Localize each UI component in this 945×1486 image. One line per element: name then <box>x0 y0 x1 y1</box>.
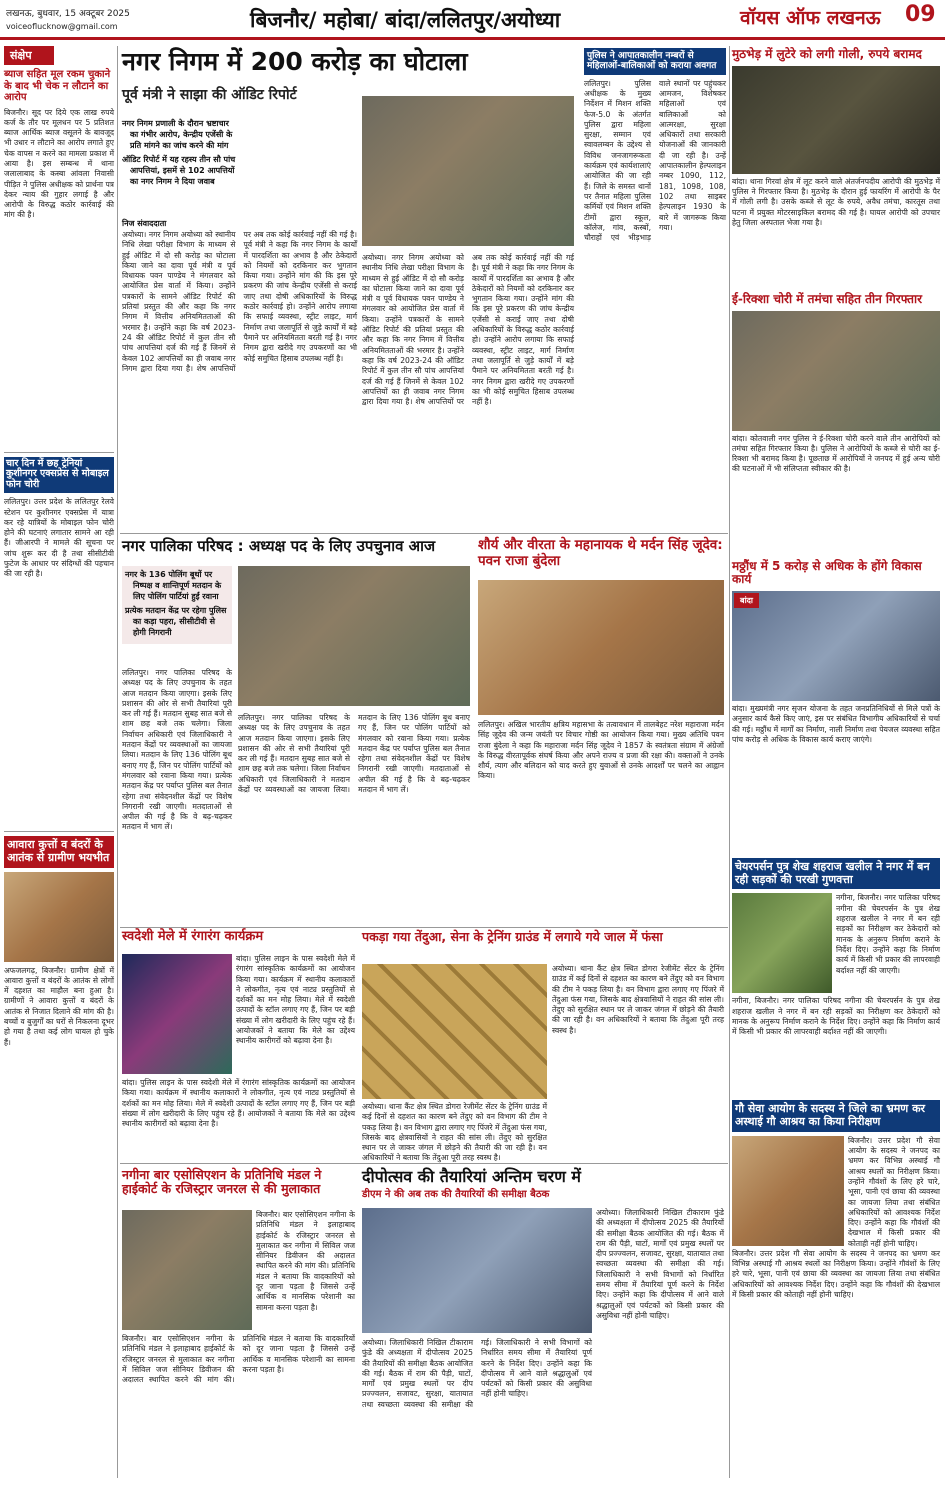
gau-headline: गौ सेवा आयोग के सदस्य ने जिले का भ्रमण कर अस्थाई गौ आश्रय का किया निरीक्षण <box>732 1100 940 1131</box>
sankshep-label: संक्षेप <box>4 46 54 65</box>
left-column <box>4 46 114 1476</box>
lead-story <box>122 48 577 528</box>
sharafat-headline: चेयरपर्सन पुत्र शेख शहराज खलील ने नगर में बन रही सड़कों की परखी गुणवत्ता <box>732 858 940 889</box>
bar-body-cont: बिजनौर। बार एसोसिएशन नगीना के प्रतिनिधि मंडल ने इलाहाबाद हाईकोर्ट के रजिस्ट्रार जनरल से मुलाकात कर नगीना में सिविल जज सीनियर डिवीजन की अदालत स्थापित करने की मांग की। प्रतिनिधि मंडल ने बताया कि वादकारियों को दूर जाना पड़ता है जिससे उन्हें आर्थिक व मानसिक परेशानी का सामना करना पड़ता है। <box>122 1334 355 1385</box>
leopard-photo <box>362 964 547 1099</box>
deepotsav-subhead: डीएम ने की अब तक की तैयारियों की समीक्षा बैठक <box>362 1189 550 1201</box>
police-body: ललितपुर। पुलिस अधीक्षक के मुख्य निर्देशन में मिशन शक्ति फेज-5.0 के अंतर्गत पुलिस द्वारा महिला सुरक्षा, सम्मान एवं स्वावलम्बन के उद्देश्य से विविध जनजागरूकता कार्यक्रम एवं कार्यशालाएं आयोजित की जा रही हैं। जिले के समस्त थानों पर तैनात महिला पुलिस कर्मियों एवं मिशन शक्ति टीमों द्वारा स्कूल, कॉलेज, गांव, कस्बों, चौराहों एवं भीड़भाड़ वाले स्थानों पर पहुंचकर आमजन, विशेषकर महिलाओं एवं बालिकाओं को आत्मरक्षा, सुरक्षा अधिकारों तथा सरकारी योजनाओं की जानकारी दी जा रही है। उन्हें आपातकालीन हेल्पलाइन नम्बर 1090, 112, 181, 1098, 108, 102 तथा साइबर हेल्पलाइन 1930 के बारे में जागरूक किया गया। <box>584 78 726 243</box>
robbery-headline: मुठभेड़ में लुटेरे को लगी गोली, रुपये बरामद <box>732 47 922 61</box>
leopard-story <box>362 929 726 1163</box>
column-rule <box>729 46 730 1478</box>
bar-story <box>122 1168 357 1478</box>
deepotsav-body: अयोध्या। जिलाधिकारी निखिल टीकाराम फुंडे की अध्यक्षता में दीपोत्सव 2025 की तैयारियों की समीक्षा बैठक आयोजित की गई। बैठक में राम की पैड़ी, घाटों, मार्गों एवं प्रमुख स्थलों पर दीप प्रज्ज्वलन, सजावट, सुरक्षा, यातायात तथा स्वच्छता व्यवस्था की समीक्षा की गई। जिलाधिकारी ने सभी विभागों को निर्धारित समय सीमा में तैयारियां पूर्ण करने के निर्देश दिए। उन्होंने कहा कि दीपोत्सव में आने वाले श्रद्धालुओं एवं पर्यटकों को किसी प्रकार की असुविधा नहीं होनी चाहिए। <box>596 1208 724 1320</box>
dogs-photo <box>4 872 114 962</box>
palika-bullet: नगर के 136 पोलिंग बूथों पर निष्पक्ष व शान्तिपूर्ण मतदान के लिए पोलिंग पार्टियां हुईं रवाना <box>125 570 222 601</box>
row-rule <box>120 927 728 928</box>
palika-body: ललितपुर। नगर पालिका परिषद के अध्यक्ष पद के लिए उपचुनाव के तहत आज मतदान किया जाएगा। इसके लिए प्रशासन की ओर से सभी तैयारियां पूरी कर ली गई हैं। मतदान सुबह सात बजे से शाम छह बजे तक चलेगा। जिला निर्वाचन अधिकारी एवं जिलाधिकारी ने मतदान केंद्रों पर व्यवस्थाओं का जायजा लिया। मतदान के लिए 136 पोलिंग बूथ बनाए गए हैं, जिन पर पोलिंग पार्टियों को मंगलवार को रवाना किया गया। प्रत्येक मतदान केंद्र पर पर्याप्त पुलिस बल तैनात रहेगा तथा संवेदनशील केंद्रों पर विशेष निगरानी रखी जाएगी। मतदाताओं से अपील की गई है कि वे बढ़-चढ़कर मतदान में भाग लें। <box>122 668 232 832</box>
gau-body-cont: बिजनौर। उत्तर प्रदेश गौ सेवा आयोग के सदस्य ने जनपद का भ्रमण कर विभिन्न अस्थाई गौ आश्रय स्थलों का निरीक्षण किया। उन्होंने गौवंशों के लिए हरे चारे, भूसा, पानी एवं छाया की व्यवस्था का जायजा लिया तथा संबंधित अधिकारियों को आवश्यक निर्देश दिए। उन्होंने कहा कि गौवंशों की देखभाल में किसी प्रकार की कोताही नहीं होनी चाहिए। <box>732 1248 940 1299</box>
vikas-photo-tag: बांदा <box>734 593 759 608</box>
mardan-story <box>478 538 726 928</box>
police-headline: पुलिस ने आपातकालीन नम्बरों से महिलाओं-बालिकाओं को कराया अवगत <box>584 48 726 75</box>
mardan-photo <box>478 580 724 715</box>
palika-photo <box>238 566 470 706</box>
lead-photo <box>362 96 574 246</box>
train-body: ललितपुर। उत्तर प्रदेश के ललितपुर रेलवे स्टेशन पर कुशीनगर एक्सप्रेस में यात्रा कर रहे यात्रियों के मोबाइल फोन चोरी होने की घटनाएं लगातार सामने आ रही हैं। जीआरपी ने मामले की सूचना पर जांच शुरू कर दी है तथा सीसीटीवी फुटेज के आधार पर संदिग्धों की पहचान की जा रही है। <box>4 497 114 579</box>
right-column <box>732 48 940 1478</box>
erickshaw-photo <box>732 311 940 431</box>
palika-bullet: प्रत्येक मतदान केंद्र पर रहेगा पुलिस का कड़ा पहरा, सीसीटीवी से होगी निगरानी <box>125 606 227 637</box>
row-rule <box>120 533 728 534</box>
gau-body: बिजनौर। उत्तर प्रदेश गौ सेवा आयोग के सदस्य ने जनपद का भ्रमण कर विभिन्न अस्थाई गौ आश्रय स्थलों का निरीक्षण किया। उन्होंने गौवंशों के लिए हरे चारे, भूसा, पानी एवं छाया की व्यवस्था का जायजा लिया तथा संबंधित अधिकारियों को आवश्यक निर्देश दिए। उन्होंने कहा कि गौवंशों की देखभाल में किसी प्रकार की कोताही नहीं होनी चाहिए। <box>848 1135 940 1248</box>
palika-bullets <box>122 566 232 644</box>
leopard-body-cont: अयोध्या। थाना कैंट क्षेत्र स्थित डोगरा रेजीमेंट सेंटर के ट्रेनिंग ग्राउंड में कई दिनों से दहशत का कारण बने तेंदुए को वन विभाग की टीम ने पकड़ लिया है। वन विभाग द्वारा लगाए गए पिंजरे में तेंदुआ फंस गया, जिसके बाद क्षेत्रवासियों ने राहत की सांस ली। तेंदुए को सुरक्षित स्थान पर ले जाकर जंगल में छोड़ने की तैयारी की जा रही है। वन अधिकारियों ने बताया कि तेंदुआ पूरी तरह स्वस्थ है। <box>362 1102 547 1163</box>
sharafat-body-cont: नगीना, बिजनौर। नगर पालिका परिषद नगीना की चेयरपर्सन के पुत्र शेख शहराज खलील ने नगर में बन रही सड़कों का निरीक्षण कर ठेकेदारों को मानक के अनुरूप निर्माण कराने के निर्देश दिए। उन्होंने कहा कि निर्माण कार्य में किसी भी प्रकार की लापरवाही बर्दाश्त नहीं की जाएगी। <box>732 996 940 1037</box>
leopard-body: अयोध्या। थाना कैंट क्षेत्र स्थित डोगरा रेजीमेंट सेंटर के ट्रेनिंग ग्राउंड में कई दिनों से दहशत का कारण बने तेंदुए को वन विभाग की टीम ने पकड़ लिया है। वन विभाग द्वारा लगाए गए पिंजरे में तेंदुआ फंस गया, जिसके बाद क्षेत्रवासियों ने राहत की सांस ली। तेंदुए को सुरक्षित स्थान पर ले जाकर जंगल में छोड़ने की तैयारी की जा रही है। वन अधिकारियों ने बताया कि तेंदुआ पूरी तरह स्वस्थ है। <box>552 964 724 1035</box>
dogs-body: अफजलगढ़, बिजनौर। ग्रामीण क्षेत्रों में आवारा कुत्तों व बंदरों के आतंक से लोगों में दहशत का माहौल बना हुआ है। ग्रामीणों ने आवारा कुत्तों व बंदरों के आतंक से निजात दिलाने की मांग की है। बच्चों व बुजुर्गों का घरों से निकलना दूभर हो गया है तथा कई लोग घायल हो चुके हैं। <box>4 965 114 1047</box>
police-story <box>584 48 726 528</box>
dogs-headline: आवारा कुत्तों व बंदरों के आतंक से ग्रामीण भयभीत <box>4 836 114 867</box>
brand-logo: वॉयस ऑफ लखनऊ <box>740 7 881 29</box>
row-rule <box>120 1163 728 1164</box>
deepotsav-story <box>362 1168 726 1478</box>
email-link[interactable]: voiceoflucknow@gmail.com <box>6 22 118 31</box>
deepotsav-photo <box>362 1208 592 1333</box>
column-rule <box>117 46 118 1478</box>
erickshaw-headline: ई-रिक्शा चोरी में तमंचा सहित तीन गिरफ्तार <box>732 291 923 306</box>
bar-body: बिजनौर। बार एसोसिएशन नगीना के प्रतिनिधि मंडल ने इलाहाबाद हाईकोर्ट के रजिस्ट्रार जनरल से मुलाकात कर नगीना में सिविल जज सीनियर डिवीजन की अदालत स्थापित करने की मांग की। प्रतिनिधि मंडल ने बताया कि वादकारियों को दूर जाना पड़ता है जिससे उन्हें आर्थिक व मानसिक परेशानी का सामना करना पड़ता है। <box>256 1210 355 1312</box>
vikas-body: बांदा। मुख्यमंत्री नगर सृजन योजना के तहत जनप्रतिनिधियों से मिले पत्रों के अनुसार कार्य कैसे किए जाएं, इस पर संबंधित विभागीय अधिकारियों से चर्चा की गई। मठ्ठौंध में मार्गों का निर्माण, नाली निर्माण तथा पेयजल व्यवस्था सहित पांच करोड़ से अधिक के विकास कार्य कराए जाएंगे। <box>732 704 940 745</box>
palika-body-cont: ललितपुर। नगर पालिका परिषद के अध्यक्ष पद के लिए उपचुनाव के तहत आज मतदान किया जाएगा। इसके लिए प्रशासन की ओर से सभी तैयारियां पूरी कर ली गई हैं। मतदान सुबह सात बजे से शाम छह बजे तक चलेगा। जिला निर्वाचन अधिकारी एवं जिलाधिकारी ने मतदान केंद्रों पर व्यवस्थाओं का जायजा लिया। मतदान के लिए 136 पोलिंग बूथ बनाए गए हैं, जिन पर पोलिंग पार्टियों को मंगलवार को रवाना किया गया। प्रत्येक मतदान केंद्र पर पर्याप्त पुलिस बल तैनात रहेगा तथा संवेदनशील केंद्रों पर विशेष निगरानी रखी जाएगी। मतदाताओं से अपील की गई है कि वे बढ़-चढ़कर मतदान में भाग लें। <box>238 713 470 795</box>
gau-photo <box>732 1136 844 1246</box>
swadeshi-story <box>122 930 357 1158</box>
lead-byline: निज संवाददाता <box>122 219 167 228</box>
swadeshi-body-cont: बांदा। पुलिस लाइन के पास स्वदेशी मेले में रंगारंग सांस्कृतिक कार्यक्रमों का आयोजन किया गया। कार्यक्रम में स्थानीय कलाकारों ने लोकगीत, नृत्य एवं नाट्य प्रस्तुतियों से दर्शकों का मन मोह लिया। मेले में स्वदेशी उत्पादों के स्टॉल लगाए गए हैं, जिन पर बड़ी संख्या में लोग खरीदारी के लिए पहुंच रहे हैं। आयोजकों ने बताया कि मेले का उद्देश्य स्थानीय कारीगरों को बढ़ावा देना है। <box>122 1078 355 1129</box>
sankshep-headline: ब्याज सहित मूल रकम चुकाने के बाद भी चेक न लौटाने का आरोप <box>4 69 111 103</box>
lead-bullet: ऑडिट रिपोर्ट में यह रहस्य तीन सौ पांच आपत्तियां, इसमें से 102 आपत्तियों का नगर निगम ने दिया जवाब <box>122 155 236 186</box>
robbery-body: बांदा। थाना गिरवां क्षेत्र में लूट करने वाले अंतर्जनपदीय आरोपी की मुठभेड़ में पुलिस ने गिरफ्तार किया है। मुठभेड़ के दौरान हुई फायरिंग में आरोपी के पैर में गोली लगी है। उसके कब्जे से लूट के रुपये, अवैध तमंचा, कारतूस तथा घटना में प्रयुक्त मोटरसाइकिल बरामद की गई है। घायल आरोपी को उपचार हेतु जिला अस्पताल भेजा गया है। <box>732 176 940 227</box>
deepotsav-headline: दीपोत्सव की तैयारियां अन्तिम चरण में <box>362 1167 581 1186</box>
swadeshi-headline: स्वदेशी मेले में रंगारंग कार्यक्रम <box>122 929 264 944</box>
train-headline: चार दिन में छह ट्रेनियां कुशीनगर एक्सप्रेस से मोबाइल फोन चोरी <box>4 457 114 494</box>
lead-bullets <box>122 118 237 190</box>
swadeshi-photo <box>122 954 232 1074</box>
lead-bullet: नगर निगम प्रणाली के दौरान भ्रष्टाचार का गंभीर आरोप, केन्द्रीय एजेंसी के प्रति मांगने का जांच करने की मांग <box>122 119 233 150</box>
vikas-headline: मठ्ठौंध में 5 करोड़ से अधिक के होंगे विकास कार्य <box>732 558 922 587</box>
bar-headline: नगीना बार एसोसिएशन के प्रतिनिधि मंडल ने हाईकोर्ट के रजिस्ट्रार जनरल से की मुलाकात <box>122 1167 322 1197</box>
sharafat-body: नगीना, बिजनौर। नगर पालिका परिषद नगीना की चेयरपर्सन के पुत्र शेख शहराज खलील ने नगर में बन रही सड़कों का निरीक्षण कर ठेकेदारों को मानक के अनुरूप निर्माण कराने के निर्देश दिए। उन्होंने कहा कि निर्माण कार्य में किसी भी प्रकार की लापरवाही बर्दाश्त नहीं की जाएगी। <box>836 893 940 975</box>
swadeshi-body: बांदा। पुलिस लाइन के पास स्वदेशी मेले में रंगारंग सांस्कृतिक कार्यक्रमों का आयोजन किया गया। कार्यक्रम में स्थानीय कलाकारों ने लोकगीत, नृत्य एवं नाट्य प्रस्तुतियों से दर्शकों का मन मोह लिया। मेले में स्वदेशी उत्पादों के स्टॉल लगाए गए हैं, जिन पर बड़ी संख्या में लोग खरीदारी के लिए पहुंच रहे हैं। आयोजकों ने बताया कि मेले का उद्देश्य स्थानीय कारीगरों को बढ़ावा देना है। <box>236 954 355 1046</box>
lead-headline: नगर निगम में 200 करोड़ का घोटाला <box>122 47 468 76</box>
masthead <box>0 0 945 40</box>
section-title: बिजनौर/ महोबा/ बांदा/ललितपुर/अयोध्या <box>250 8 561 32</box>
erickshaw-body: बांदा। कोतवाली नगर पुलिस ने ई-रिक्शा चोरी करने वाले तीन आरोपियों को तमंचा सहित गिरफ्तार किया है। पुलिस ने आरोपियों के कब्जे से चोरी का ई-रिक्शा भी बरामद किया है। पूछताछ में आरोपियों ने जनपद में हुई अन्य चोरी की घटनाओं में भी संलिप्तता स्वीकार की है। <box>732 433 940 474</box>
palika-headline: नगर पालिका परिषद : अध्यक्ष पद के लिए उपचुनाव आज <box>122 537 436 555</box>
page-number: 09 <box>905 2 936 27</box>
mardan-body: ललितपुर। अखिल भारतीय क्षत्रिय महासभा के तत्वावधान में तालबेहट नरेश महाराजा मर्दन सिंह जूदेव की जन्म जयंती पर विचार गोष्ठी का आयोजन किया गया। मुख्य अतिथि पवन राजा बुंदेला ने कहा कि महाराजा मर्दन सिंह जूदेव ने 1857 के स्वतंत्रता संग्राम में अंग्रेजों के विरुद्ध वीरतापूर्वक संघर्ष किया और अपने राज्य व प्रजा की रक्षा की। वक्ताओं ने उनके शौर्य, त्याग और बलिदान को याद करते हुए युवाओं से उनके आदर्शों पर चलने का आह्वान किया। <box>478 720 724 781</box>
robbery-photo <box>732 66 940 174</box>
bar-photo <box>122 1210 252 1330</box>
lead-subhead: पूर्व मंत्री ने साझा की ऑडिट रिपोर्ट <box>122 86 297 103</box>
palika-story <box>122 538 472 928</box>
date-line: लखनऊ, बुधवार, 15 अक्टूबर 2025 <box>6 9 130 19</box>
lead-body: अयोध्या। नगर निगम अयोध्या को स्थानीय निधि लेखा परीक्षा विभाग के माध्यम से हुई ऑडिट में दो सौ करोड़ का घोटाला किया जाने का दावा पूर्व मंत्री व पूर्व विधायक पवन पाण्डेय ने मंगलवार को आयोजित प्रेस वार्ता में किया। उन्होंने पत्रकारों के सामने ऑडिट रिपोर्ट की प्रतियां प्रस्तुत की और कहा कि नगर निगम में वित्तीय अनियमितताओं की भरमार है। उन्होंने कहा कि वर्ष 2023-24 की ऑडिट रिपोर्ट में कुल तीन सौ पांच आपत्तियां दर्ज की गई हैं जिनमें से केवल 102 आपत्तियों का ही जवाब नगर निगम द्वारा दिया गया है। शेष आपत्तियों पर अब तक कोई कार्रवाई नहीं की गई है। पूर्व मंत्री ने कहा कि नगर निगम के कार्यों में पारदर्शिता का अभाव है और ठेकेदारों को नियमों को दरकिनार कर भुगतान किया गया। उन्होंने मांग की कि इस पूरे प्रकरण की जांच केन्द्रीय एजेंसी से कराई जाए तथा दोषी अधिकारियों के विरुद्ध कठोर कार्रवाई हो। उन्होंने आरोप लगाया कि सफाई व्यवस्था, स्ट्रीट लाइट, मार्ग निर्माण तथा जलापूर्ति से जुड़े कार्यों में बड़े पैमाने पर अनियमितता बरती गई है। नगर निगम द्वारा खरीदे गए उपकरणों का भी कोई समुचित हिसाब उपलब्ध नहीं है। <box>122 230 357 373</box>
leopard-headline: पकड़ा गया तेंदुआ, सेना के ट्रेनिंग ग्राउंड में लगाये गये जाल में फंसा <box>362 929 663 944</box>
sankshep-body: बिजनौर। सूद पर दिये एक लाख रुपये कर्ज के तौर पर मूलधन पर 5 प्रतिशत ब्याज आर्थिक ब्याज वसूलने के बावजूद भी उधार न लौटाने का आरोप लगाते हुए चेक वापस न करने का मामला प्रकाश में आया है। इस सम्बन्ध में थाना जलालाबाद के कस्बा आंवला निवासी पीड़ित ने पुलिस अधीक्षक को प्रार्थना पत्र देकर न्याय की गुहार लगाई है और आरोपी के विरुद्ध कठोर कार्रवाई की मांग की है। <box>4 107 114 220</box>
sharafat-photo <box>732 893 832 993</box>
mardan-headline: शौर्य और वीरता के महानायक थे मर्दन सिंह जूदेव: पवन राजा बुंदेला <box>478 537 723 569</box>
deepotsav-body-cont: अयोध्या। जिलाधिकारी निखिल टीकाराम फुंडे की अध्यक्षता में दीपोत्सव 2025 की तैयारियों की समीक्षा बैठक आयोजित की गई। बैठक में राम की पैड़ी, घाटों, मार्गों एवं प्रमुख स्थलों पर दीप प्रज्ज्वलन, सजावट, सुरक्षा, यातायात तथा स्वच्छता व्यवस्था की समीक्षा की गई। जिलाधिकारी ने सभी विभागों को निर्धारित समय सीमा में तैयारियां पूर्ण करने के निर्देश दिए। उन्होंने कहा कि दीपोत्सव में आने वाले श्रद्धालुओं एवं पर्यटकों को किसी प्रकार की असुविधा नहीं होनी चाहिए। <box>362 1338 592 1409</box>
vikas-photo <box>732 591 940 701</box>
lead-body-cont: अयोध्या। नगर निगम अयोध्या को स्थानीय निधि लेखा परीक्षा विभाग के माध्यम से हुई ऑडिट में दो सौ करोड़ का घोटाला किया जाने का दावा पूर्व मंत्री व पूर्व विधायक पवन पाण्डेय ने मंगलवार को आयोजित प्रेस वार्ता में किया। उन्होंने पत्रकारों के सामने ऑडिट रिपोर्ट की प्रतियां प्रस्तुत की और कहा कि नगर निगम में वित्तीय अनियमितताओं की भरमार है। उन्होंने कहा कि वर्ष 2023-24 की ऑडिट रिपोर्ट में कुल तीन सौ पांच आपत्तियां दर्ज की गई हैं जिनमें से केवल 102 आपत्तियों का ही जवाब नगर निगम द्वारा दिया गया है। शेष आपत्तियों पर अब तक कोई कार्रवाई नहीं की गई है। पूर्व मंत्री ने कहा कि नगर निगम के कार्यों में पारदर्शिता का अभाव है और ठेकेदारों को नियमों को दरकिनार कर भुगतान किया गया। उन्होंने मांग की कि इस पूरे प्रकरण की जांच केन्द्रीय एजेंसी से कराई जाए तथा दोषी अधिकारियों के विरुद्ध कठोर कार्रवाई हो। उन्होंने आरोप लगाया कि सफाई व्यवस्था, स्ट्रीट लाइट, मार्ग निर्माण तथा जलापूर्ति से जुड़े कार्यों में बड़े पैमाने पर अनियमितता बरती गई है। नगर निगम द्वारा खरीदे गए उपकरणों का भी कोई समुचित हिसाब उपलब्ध नहीं है। <box>362 253 574 407</box>
